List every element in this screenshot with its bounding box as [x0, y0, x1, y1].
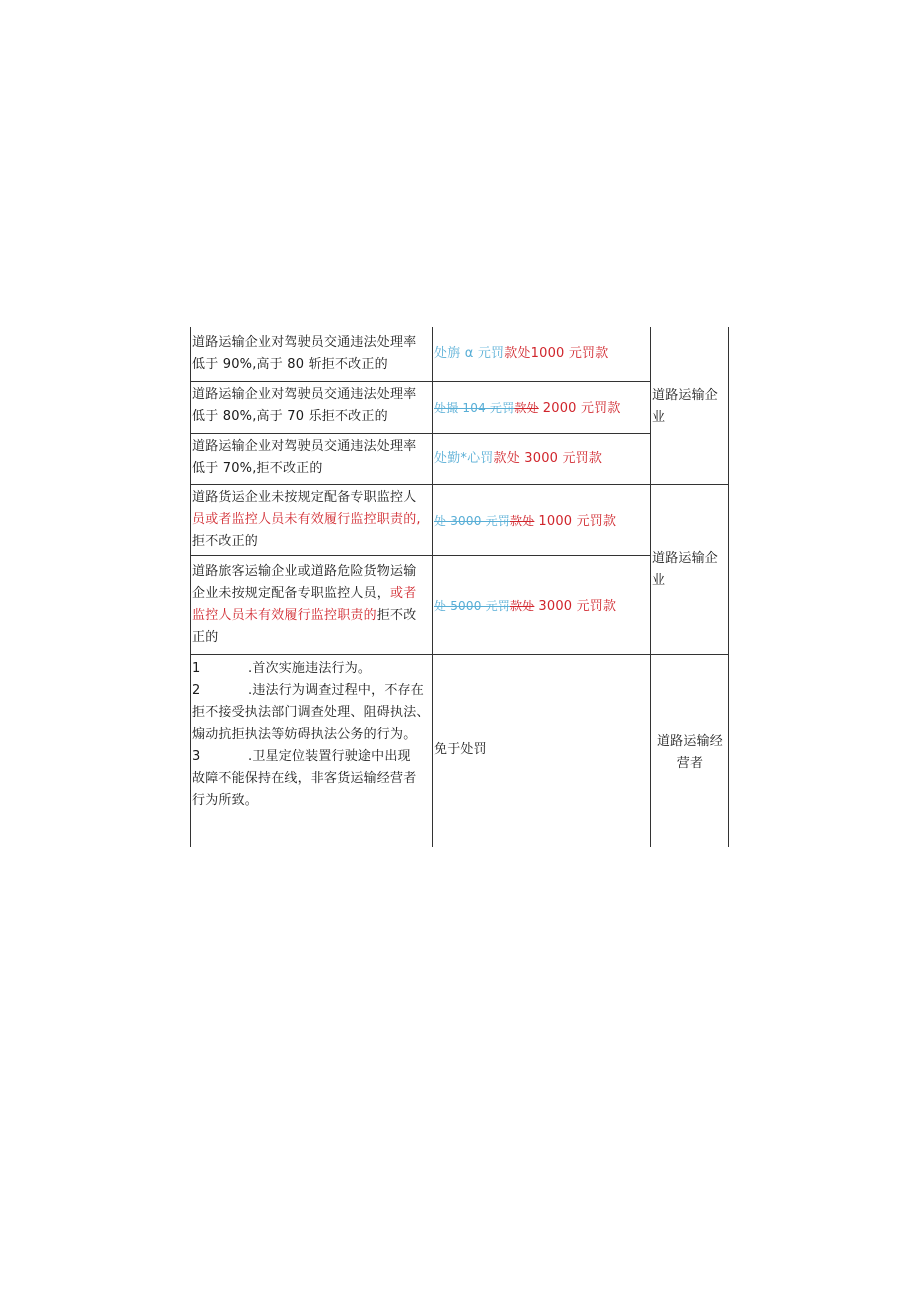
penalty-old: 处 3000 元罚	[434, 514, 510, 528]
table-row	[192, 384, 416, 428]
penalty-mid: 款处	[504, 346, 531, 361]
subject-text: 营者	[676, 756, 704, 771]
penalty-mid: 款处	[509, 599, 535, 613]
exemption-subject	[651, 731, 729, 775]
group-divider	[190, 484, 729, 485]
penalty-new: 3000 元罚款	[524, 451, 603, 466]
penalty-mid: 款处	[509, 514, 535, 528]
item-text: 拒不接受执法部门调查处理、阻碍执法、	[192, 705, 430, 720]
item-text: .首次实施违法行为。	[248, 661, 372, 676]
item-text: .卫星定位装置行驶途中出现	[248, 749, 411, 764]
table-border-left	[190, 327, 191, 847]
violation-text: 员或者监控人员未有效履行监控职责的,	[192, 512, 421, 527]
row-divider	[190, 555, 651, 556]
exemption-list	[192, 658, 430, 812]
row-divider	[190, 433, 651, 434]
penalty-cell	[434, 343, 608, 365]
item-text: 故障不能保持在线，非客货运输经营者	[192, 771, 417, 786]
penalty-text: 免于处罚	[434, 742, 487, 757]
list-item	[192, 746, 430, 768]
subject-text: 道路运输企	[652, 388, 719, 403]
table-divider-col1	[432, 327, 433, 847]
subject-cell	[652, 385, 718, 429]
list-item	[192, 790, 430, 812]
table-row	[192, 561, 416, 649]
penalty-mid: 款处	[493, 451, 520, 466]
violation-text: 道路运输企业对驾驶员交通违法处理率	[192, 439, 417, 454]
subject-text: 道路运输企	[652, 551, 719, 566]
penalty-mid: 款处	[514, 401, 539, 415]
violation-text-highlight: 监控人员未有效履行监控职责的	[192, 608, 377, 623]
table-row	[192, 436, 416, 480]
subject-text: 业	[652, 573, 666, 588]
penalty-new: 3000 元罚款	[538, 599, 617, 614]
penalty-cell	[434, 448, 602, 470]
violation-text: 拒不改正的	[192, 534, 259, 549]
list-item	[192, 702, 430, 724]
item-text: 煽动抗拒执法等妨碍执法公务的行为。	[192, 727, 417, 742]
violation-text: 低于 70%,拒不改正的	[192, 461, 323, 476]
penalty-old: 处撮 104 元罚	[434, 401, 515, 415]
penalty-old: 处旃 α 元罚	[434, 346, 505, 361]
item-number: 3	[192, 749, 201, 764]
penalty-new: 2000 元罚款	[542, 401, 621, 416]
list-item	[192, 724, 430, 746]
violation-text: 道路运输企业对驾驶员交通违法处理率	[192, 335, 417, 350]
penalty-old: 处 5000 元罚	[434, 599, 510, 613]
list-item	[192, 658, 430, 680]
item-text: 行为所致。	[192, 793, 259, 808]
violation-text: 道路货运企业未按规定配备专职监控人	[192, 490, 417, 505]
subject-text: 道路运输经	[656, 734, 723, 749]
violation-text: 道路旅客运输企业或道路危险货物运输	[192, 564, 417, 579]
violation-text-highlight: 或者	[390, 586, 417, 601]
penalty-new: 1000 元罚款	[538, 514, 617, 529]
violation-text: 企业未按规定配备专职监控人员，	[192, 586, 391, 601]
violation-text: 低于 90%,高于 80 斩拒不改正的	[192, 357, 388, 372]
penalty-cell	[434, 397, 621, 420]
penalty-new: 1000 元罚款	[530, 346, 609, 361]
list-item	[192, 768, 430, 790]
penalty-old: 处勤*心罚	[434, 451, 494, 466]
group-divider	[190, 654, 729, 655]
table-row	[192, 332, 416, 376]
subject-cell	[652, 548, 718, 592]
item-number: 1	[192, 661, 201, 676]
subject-text: 业	[652, 410, 666, 425]
row-divider	[190, 381, 651, 382]
table-row	[192, 487, 421, 553]
exemption-penalty	[434, 739, 487, 761]
violation-text: 拒不改	[376, 608, 417, 623]
violation-text: 正的	[192, 630, 219, 645]
violation-text: 道路运输企业对驾驶员交通违法处理率	[192, 387, 417, 402]
item-number: 2	[192, 683, 201, 698]
item-text: .违法行为调查过程中，不存在	[248, 683, 424, 698]
penalty-cell	[434, 595, 616, 618]
list-item	[192, 680, 430, 702]
penalty-cell	[434, 510, 616, 533]
violation-text: 低于 80%,高于 70 乐拒不改正的	[192, 409, 388, 424]
